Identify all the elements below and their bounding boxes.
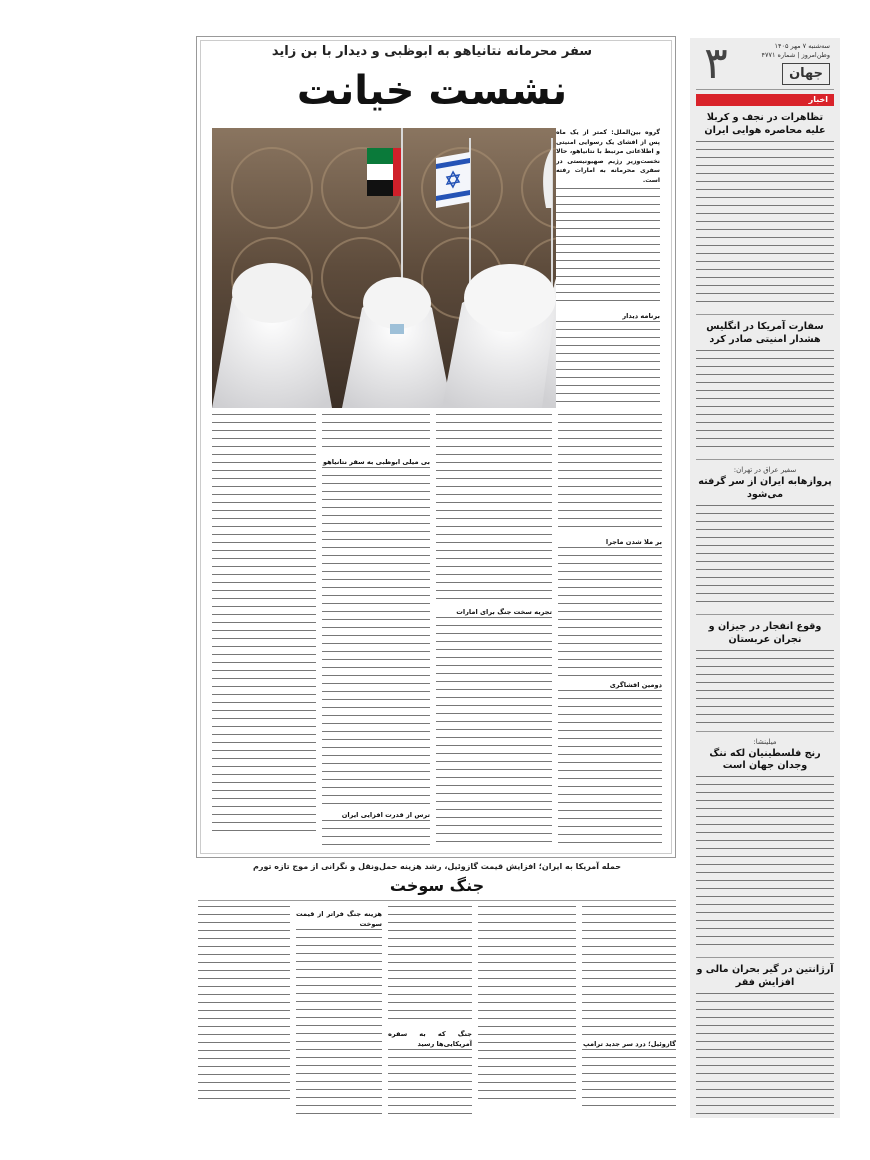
second-text-column-2: [478, 906, 576, 1116]
lead-subhead: تجربه سخت جنگ برای امارات: [456, 608, 552, 616]
news-tag: اخبار: [696, 94, 834, 106]
brief-body: [696, 350, 834, 454]
lead-subhead: برنامه دیدار: [622, 311, 660, 320]
lead-text-column-4: [212, 414, 316, 850]
second-subhead: هزینه جنگ فراتر از قیمت سوخت: [296, 910, 382, 929]
lead-text-column-1: [558, 414, 662, 850]
second-headline: جنگ سوخت: [389, 876, 485, 895]
brief-story: [696, 964, 834, 1118]
brief-body: [696, 505, 834, 609]
lead-supertitle: سفر محرمانه نتانیاهو به ابوظبی و دیدار با بن زاید: [271, 44, 593, 59]
second-text-column-1: [582, 906, 676, 1116]
brief-story: [696, 466, 834, 615]
second-kicker: حمله آمریکا به ایران؛ افزایش قیمت گازوئیل، رشد هزینه حمل‌و‌نقل و نگرانی از موج تازه تورم: [253, 862, 621, 871]
brief-title: تظاهرات در نجف و کربلا علیه محاصره هوایی ایران: [704, 112, 826, 136]
lead-intro-text: گروه بین‌الملل: کمتر از یک ماه پس از افشای یک رسوایی امنیتی و اطلاعاتی مرتبط با نتانیاهو، حالا نخست‌وزیر رژیم صهیونیستی در سفری محرمانه به امارات رفته است.: [556, 129, 660, 185]
second-subhead: گازوئیل؛ درد سر جدید ترامپ: [583, 1040, 676, 1048]
brief-body: [696, 141, 834, 309]
brief-story: [696, 321, 834, 460]
brief-body: [696, 650, 834, 726]
brief-title: رنج فلسطینیان لکه ننگ وجدان جهان است: [709, 747, 821, 772]
second-text-column-3: [388, 906, 472, 1116]
page-header: [696, 38, 834, 90]
brief-body: [696, 993, 834, 1118]
brief-body: [696, 776, 834, 952]
lead-subhead: ترس از قدرت افزایی ایران: [341, 811, 430, 820]
issue-meta: [736, 42, 834, 84]
lead-text-column-2: [436, 414, 552, 850]
brief-story: [696, 738, 834, 959]
divider: [198, 900, 676, 901]
issue-line: وطن‌امروز | شماره ۴۷۷۱: [761, 51, 830, 60]
lead-intro-block: [556, 128, 660, 408]
lead-subhead: بر ملا شدن ماجرا: [605, 538, 662, 546]
brief-title: پرواز‌هابه ایران از سر گرفته می‌شود: [698, 475, 832, 500]
brief-title: سفارت آمریکا در انگلیس هشدار امنیتی صادر کرد: [706, 320, 824, 345]
brief-title: وقوع انفجار در جیزان و نجران عربستان: [708, 620, 822, 645]
date-line: سه‌شنبه ۷ مهر ۱۴۰۵: [774, 42, 830, 51]
lead-headline: نشست خیانت: [296, 68, 568, 114]
brief-kicker: میلینشا:: [753, 737, 777, 746]
second-text-column-4: [296, 906, 382, 1116]
brief-title: آرژانتین در گیر بحران مالی و افزایش فقر: [696, 964, 834, 989]
page-number: ۳: [704, 38, 728, 89]
second-text-column-5: [198, 906, 290, 1116]
section-label: جهان: [782, 63, 830, 85]
lead-subhead: بی میلی ابوظبی به سفر نتانیاهو: [322, 458, 430, 466]
sidebar-news-briefs: [690, 38, 840, 1118]
lead-text-column-3: [322, 414, 430, 850]
brief-kicker: سفیر عراق در تهران:: [733, 465, 797, 474]
brief-story: [696, 112, 834, 315]
lead-subhead: دومین افشاگری: [609, 681, 662, 690]
brief-story: [696, 621, 834, 732]
second-subhead: جنگ که به سفره آمریکایی‌ها رسید: [388, 1030, 472, 1049]
